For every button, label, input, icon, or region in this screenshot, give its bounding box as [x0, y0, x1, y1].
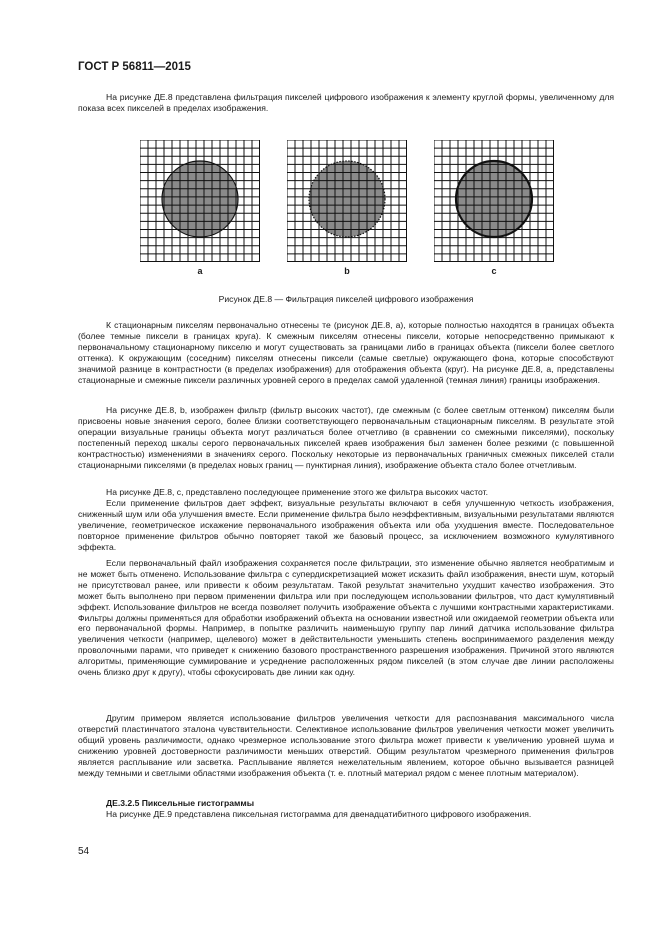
pixel-grid-c [434, 140, 554, 262]
document-header: ГОСТ Р 56811—2015 [78, 61, 191, 73]
pixel-grid-b [287, 140, 407, 262]
paragraph-7: На рисунке ДЕ.9 представлена пиксельная гистограмма для двенадцатибитного цифрового изображения. [106, 809, 532, 819]
figure-panel-c [434, 140, 554, 262]
panel-label-c: c [491, 266, 497, 276]
figure-de8 [140, 140, 554, 282]
figure-panel-b [287, 140, 407, 262]
paragraph-1: К стационарным пикселям первоначально отнесены те (рисунок ДЕ.8, а), которые полностью находятся в границах объекта (более темные пиксели в границах круга). К смежным пикселям отнесены пиксели, которые непосредственно примыкают к первоначальному стационарному пикселю и могут существовать за границами либо в границах объекта (пиксели более светлого оттенка). К окружающим (соседним) пикселям отнесены пиксели (самые светлые) окружающего фона, которые способствуют значимой разнице в контрастности (в пределах изображения) для отображения объекта (круг). На рисунке ДЕ.8, а, представлены стационарные и смежные пиксели различных уровней серого в пределах самой удаленной (темная линия) границы изображения. [78, 320, 614, 385]
panel-label-a: a [197, 266, 203, 276]
figure-panel-a [140, 140, 260, 262]
section-heading: ДЕ.3.2.5 Пиксельные гистограммы [106, 798, 255, 808]
paragraph-5: Если первоначальный файл изображения сохраняется после фильтрации, это изменение обычно является необратимым и не может быть отменено. Использование фильтра с супердискретизацией может исказить файл изображения, внести шум, который не присутствовал ранее, или привести к обоим результатам. Такой результат значительно ухудшит качество изображения. Это может быть выполнено при первом применении фильтра или при последующем использовании фильтров, что даст кумулятивный эффект. Использование фильтров не всегда позволяет получить изображение объекта с лучшими контрастными характеристиками. Фильтры должны применяться для обработки изображений объекта на основании известной или ожидаемой геометрии объекта или его первоначальной формы. Например, в попытке различить наименьшую группу пар линий датчика использование фильтра увеличения четкости (например, щелевого) может в действительности уменьшить степень воспринимаемого разделения между проволочными парами, что приведет к снижению базового пространственного разрешения изображения. Причиной этого являются алгоритмы, применяющие суммирование и усреднение расположенных рядом пикселей (в этом случае две линии расположены очень близко друг к другу), чтобы сфокусировать две линии как одну. [78, 558, 614, 678]
paragraph-2: На рисунке ДЕ.8, b, изображен фильтр (фильтр высоких частот), где смежным (с более светлым оттенком) пикселям были присвоены новые значения серого, более близки соответствующего первоначальным стационарным пикселям. В результате этой операции визуальные границы объекта могут различаться более отчетливо (в сравнении со смежными пикселями), поскольку постепенный переход шкалы серого первоначальных пикселей краев изображения был заменен более резкими (с повышенной контрастностью) изменениями в значениях серого. Поскольку некоторые из первоначальных граничных смежных пикселей стали стационарными пикселями (в пределах новых границ — пунктирная линия), изображение объекта стало более отчетливым. [78, 405, 614, 470]
paragraph-3: На рисунке ДЕ.8, с, представлено последующее применение этого же фильтра высоких частот. [106, 487, 489, 497]
pixel-grid-a [140, 140, 260, 262]
intro-paragraph: На рисунке ДЕ.8 представлена фильтрация пикселей цифрового изображения к элементу круглой формы, увеличенному для показа всех пикселей в пределах изображения. [78, 92, 614, 113]
page-number: 54 [78, 846, 90, 857]
paragraph-4: Если применение фильтров дает эффект, визуальные результаты включают в себя улучшенную четкость изображения, сниженный шум или оба улучшения вместе. Если применение фильтра было неэффективным, визуальными результатами являются увеличение, геометрическое искажение первоначального изображения объекта или оба ухудшения вместе. Последовательное повторное применение фильтров обычно повторяет такой же базовый процесс, за исключением возможного кумулятивного эффекта. [78, 498, 614, 552]
panel-label-b: b [344, 266, 350, 276]
paragraph-6: Другим примером является использование фильтров увеличения четкости для распознавания максимального числа отверстий пластинчатого эталона чувствительности. Селективное использование фильтров увеличения четкости может увеличить общий уровень различимости, однако чрезмерное использование этого фильтра может привести к увеличению уровней шума и снижению уровней достоверности различимости меньших отверстий. Общим результатом чрезмерного применения фильтров является расплывание или засветка. Расплывание является нежелательным явлением, которое обычно вызывается разницей между темными и светлыми областями изображения объекта (т. е. плотный материал рядом с менее плотным материалом). [78, 713, 614, 778]
figure-caption: Рисунок ДЕ.8 — Фильтрация пикселей цифрового изображения [218, 294, 474, 304]
